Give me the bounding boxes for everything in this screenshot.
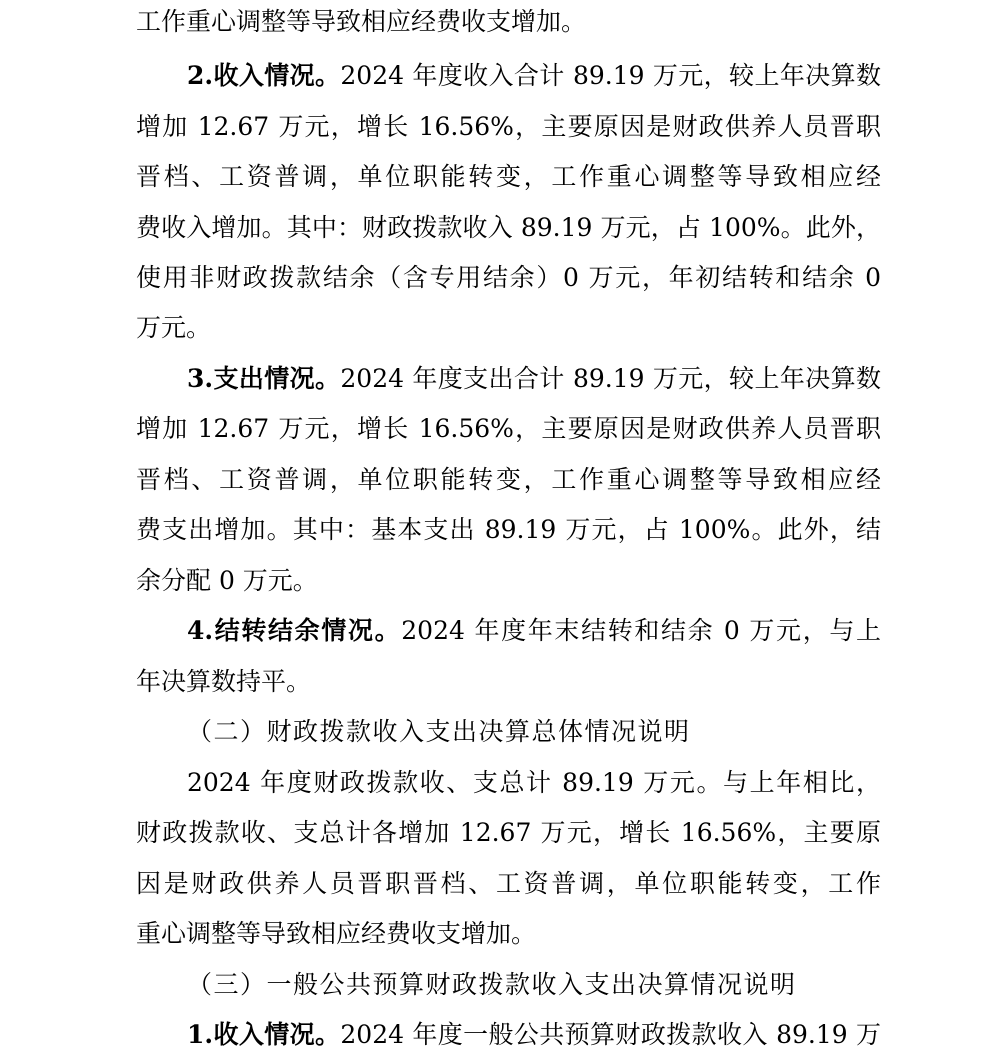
paragraph-line: 2024 年度财政拨款收、支总计 89.19 万元。与上年相比， bbox=[187, 768, 881, 797]
paragraph-line: 万元。 bbox=[136, 313, 212, 342]
paragraph-line: 晋档、工资普调，单位职能转变，工作重心调整等导致相应经 bbox=[136, 465, 881, 494]
paragraph-line: 因是财政供养人员晋职晋档、工资普调，单位职能转变，工作 bbox=[136, 869, 881, 898]
paragraph-line: 工作重心调整等导致相应经费收支增加。 bbox=[136, 7, 587, 36]
subsection-2-heading: （二）财政拨款收入支出决算总体情况说明 bbox=[187, 717, 691, 746]
section-2-income-title: 2.收入情况。 bbox=[187, 61, 341, 90]
paragraph-line: 晋档、工资普调，单位职能转变，工作重心调整等导致相应经 bbox=[136, 162, 881, 191]
paragraph-line: 使用非财政拨款结余（含专用结余）0 万元，年初结转和结余 0 bbox=[136, 263, 881, 292]
subsection-3-heading: （三）一般公共预算财政拨款收入支出决算情况说明 bbox=[187, 970, 797, 999]
paragraph-line: 年决算数持平。 bbox=[136, 667, 312, 696]
section-3-expense-heading-line: 3.支出情况。2024 年度支出合计 89.19 万元，较上年决算数 bbox=[187, 364, 881, 393]
section-4-carryover-heading-line: 4.结转结余情况。2024 年度年末结转和结余 0 万元，与上 bbox=[187, 616, 881, 645]
paragraph-line: 增加 12.67 万元，增长 16.56%，主要原因是财政供养人员晋职 bbox=[136, 112, 881, 141]
section-2-income-heading-line: 2.收入情况。2024 年度收入合计 89.19 万元，较上年决算数 bbox=[187, 61, 881, 90]
paragraph-line: 费支出增加。其中：基本支出 89.19 万元，占 100%。此外，结 bbox=[136, 515, 881, 544]
paragraph-line: 财政拨款收、支总计各增加 12.67 万元，增长 16.56%，主要原 bbox=[136, 818, 881, 847]
section-4-carryover-title: 4.结转结余情况。 bbox=[187, 616, 402, 645]
paragraph-line: 重心调整等导致相应经费收支增加。 bbox=[136, 919, 537, 948]
paragraph-line: 费收入增加。其中：财政拨款收入 89.19 万元，占 100%。此外， bbox=[136, 213, 881, 242]
paragraph-line: 余分配 0 万元。 bbox=[136, 566, 318, 595]
section-1-income-title: 1.收入情况。 bbox=[187, 1020, 341, 1049]
section-1-income-heading-line: 1.收入情况。2024 年度一般公共预算财政拨款收入 89.19 万 bbox=[187, 1020, 881, 1049]
paragraph-line: 增加 12.67 万元，增长 16.56%，主要原因是财政供养人员晋职 bbox=[136, 414, 881, 443]
section-3-expense-title: 3.支出情况。 bbox=[187, 364, 341, 393]
